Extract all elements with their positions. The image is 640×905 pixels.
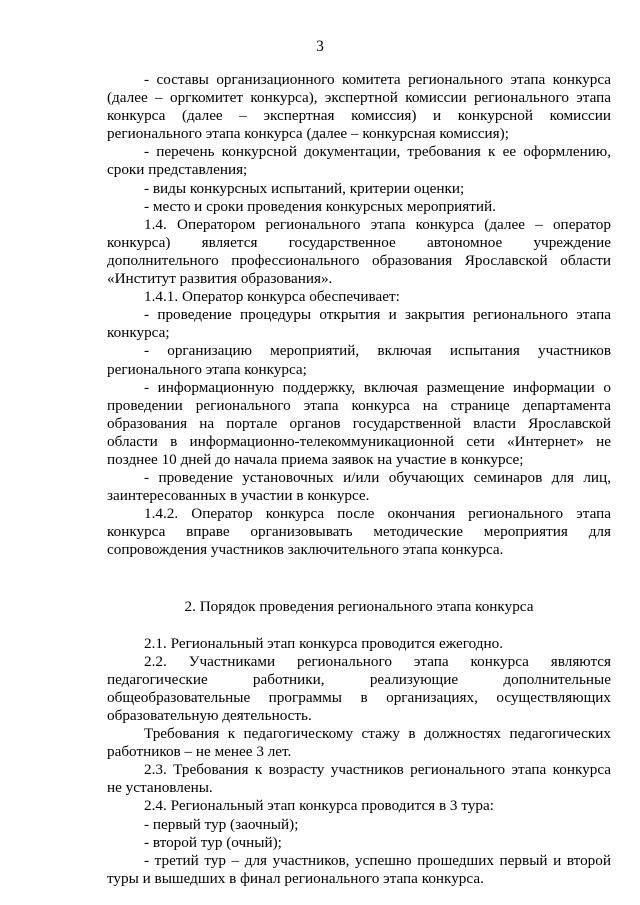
paragraph-seminars-list-item: - проведение установочных и/или обучающих семинаров для лиц, заинтересованных в участии в конкурсе. [107,469,611,505]
document-body [107,71,611,888]
paragraph-opening-closing-list-item: - проведение процедуры открытия и закрытия регионального этапа конкурса; [107,306,611,342]
paragraph-2-1: 2.1. Региональный этап конкурса проводится ежегодно. [144,634,503,652]
paragraph-info-support-list-item: - информационную поддержку, включая размещение информации о проведении регионального этапа конкурса на странице департамента образования на портале органов государственной власти Ярославской области в информационно-телекоммуникационной сети «Интернет» не позднее 10 дней до начала приема заявок на участие в конкурсе; [107,378,611,468]
section-heading: 2. Порядок проведения регионального этапа конкурса [184,597,534,615]
paragraph-first-round-list-item: - первый тур (заочный); [144,815,299,833]
paragraph-tests-list-item: - виды конкурсных испытаний, критерии оценки; [144,179,465,197]
paragraph-1-4-1: 1.4.1. Оператор конкурса обеспечивает: [144,288,400,306]
paragraph-2-4: 2.4. Региональный этап конкурса проводится в 3 тура: [144,797,494,815]
paragraph-2-2: 2.2. Участниками регионального этапа конкурса являются педагогические работники, реализующие дополнительные общеобразовательные программы в организациях, осуществляющих образовательную деятельность. [107,652,611,724]
paragraph-documentation-list-item: - перечень конкурсной документации, требования к ее оформлению, сроки представления; [107,143,611,179]
paragraph-second-round-list-item: - второй тур (очный); [144,833,282,851]
paragraph-third-round-list-item: - третий тур – для участников, успешно прошедших первый и второй туры и вышедших в финал регионального этапа конкурса. [107,851,611,887]
paragraph-1-4: 1.4. Оператором регионального этапа конкурса (далее – оператор конкурса) является государственное автономное учреждение дополнительного профессионального образования Ярославской области «Институт развития образования». [107,215,611,288]
paragraph-2-3: 2.3. Требования к возрасту участников регионального этапа конкурса не установлены. [107,761,611,797]
paragraph-1-4-2: 1.4.2. Оператор конкурса после окончания регионального этапа конкурса вправе организовывать методические мероприятия для сопровождения участников заключительного этапа конкурса. [107,505,611,559]
paragraph-experience-requirement: Требования к педагогическому стажу в должностях педагогических работников – не менее 3 лет. [107,725,611,761]
paragraph-events-list-item: - организацию мероприятий, включая испытания участников регионального этапа конкурса; [107,342,611,378]
paragraph-committees-list-item: - составы организационного комитета регионального этапа конкурса (далее – оргкомитет конкурса), экспертной комиссии регионального этапа конкурса (далее – экспертная комиссия) и конкурсной комиссии регионального этапа конкурса (далее – конкурсная комиссия); [107,71,611,143]
page-number: 3 [316,38,324,55]
paragraph-venue-list-item: - место и сроки проведения конкурсных мероприятий. [144,197,496,215]
